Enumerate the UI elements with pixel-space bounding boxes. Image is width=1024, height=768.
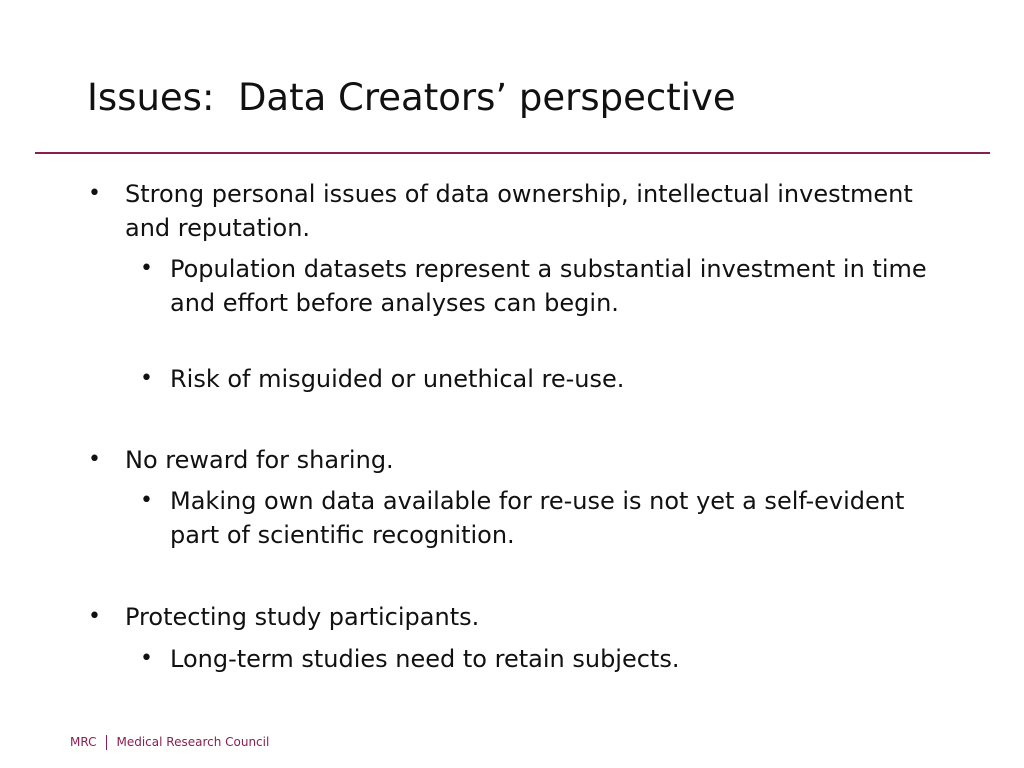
footer-separator [106, 735, 107, 750]
bullet-text: Protecting study participants. [125, 603, 480, 631]
bullet-item-3 [88, 600, 925, 634]
sub-bullet-text: Long-term studies need to retain subjects. [170, 645, 680, 673]
sub-bullet-text: Making own data available for re-use is not yet a self-evident part of scientific recognition. [170, 487, 905, 549]
bullet-marker: • [140, 488, 153, 513]
footer-organization-name: Medical Research Council [116, 735, 270, 749]
sub-bullet-text: Population datasets represent a substantial investment in time and effort before analyses can begin. [170, 255, 927, 317]
sub-bullet-item-1-2 [140, 362, 930, 396]
sub-bullet-item-3-1 [140, 642, 930, 676]
bullet-marker: • [140, 646, 153, 671]
bullet-marker: • [88, 181, 101, 206]
footer-abbr: MRC [70, 735, 97, 749]
sub-bullet-item-2-1 [140, 484, 930, 552]
sub-bullet-item-1-1 [140, 252, 930, 320]
bullet-item-2 [88, 443, 925, 477]
mrc-logo [70, 732, 269, 752]
bullet-marker: • [88, 604, 101, 629]
slide-title: Issues: Data Creators’ perspective [87, 76, 736, 119]
bullet-text: Strong personal issues of data ownership, intellectual investment and reputation. [125, 180, 913, 242]
bullet-marker: • [88, 447, 101, 472]
bullet-item-1 [88, 177, 925, 245]
bullet-text: No reward for sharing. [125, 446, 394, 474]
title-divider [35, 152, 990, 154]
bullet-marker: • [140, 256, 153, 281]
sub-bullet-text: Risk of misguided or unethical re-use. [170, 365, 625, 393]
bullet-marker: • [140, 366, 153, 391]
